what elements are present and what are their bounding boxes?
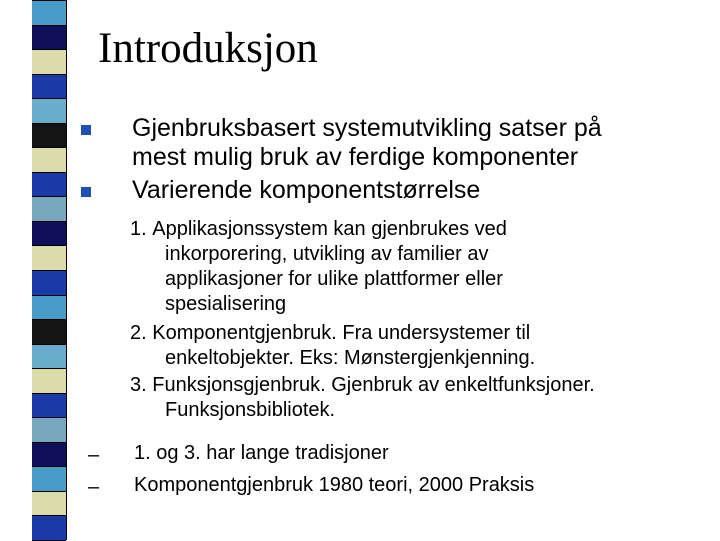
stripe-block bbox=[32, 466, 66, 492]
bullet-text-line: Varierende komponentstørrelse bbox=[132, 176, 481, 204]
dash-marker: – bbox=[88, 444, 100, 466]
bullet-marker bbox=[81, 187, 91, 197]
item-text-line: Komponentgjenbruk. Fra undersystemer til bbox=[152, 322, 531, 344]
stripe-block bbox=[32, 491, 66, 517]
item-text-line: Funksjonsgjenbruk. Gjenbruk av enkeltfunksjoner. bbox=[152, 374, 595, 396]
item-number: 3. bbox=[130, 374, 147, 396]
slide-title: Introduksjon bbox=[98, 25, 318, 72]
stripe-block bbox=[32, 368, 66, 394]
item-text-line: Funksjonsbibliotek. bbox=[165, 399, 336, 421]
stripe-block bbox=[32, 319, 66, 345]
stripe-block bbox=[32, 147, 66, 173]
stripe-block bbox=[32, 270, 66, 296]
item-text-line: Applikasjonssystem kan gjenbrukes ved bbox=[152, 218, 507, 240]
item-number: 1. bbox=[130, 218, 147, 240]
numbered-item bbox=[130, 373, 595, 423]
stripe-block bbox=[32, 245, 66, 271]
item-text-line: enkeltobjekter. Eks: Mønstergjenkjenning. bbox=[165, 347, 536, 369]
stripe-block bbox=[32, 515, 66, 541]
stripe-block bbox=[32, 172, 66, 198]
bullet-text-line: Gjenbruksbasert systemutvikling satser på bbox=[132, 114, 602, 142]
bullet-text-line: mest mulig bruk av ferdige komponenter bbox=[132, 143, 579, 171]
stripe-block bbox=[32, 0, 66, 26]
item-text-line: spesialisering bbox=[165, 293, 287, 315]
stripe-block bbox=[32, 196, 66, 222]
item-text-line: applikasjoner for ulike plattformer eller bbox=[165, 268, 503, 290]
dash-item-text: Komponentgjenbruk 1980 teori, 2000 Praksis bbox=[134, 474, 535, 496]
decorative-stripe bbox=[32, 0, 66, 540]
stripe-block bbox=[32, 442, 66, 468]
dash-marker: – bbox=[88, 476, 100, 498]
stripe-block bbox=[32, 344, 66, 370]
bullet-marker bbox=[81, 125, 91, 135]
stripe-block bbox=[32, 25, 66, 51]
stripe-block bbox=[32, 221, 66, 247]
dash-item-text: 1. og 3. har lange tradisjoner bbox=[134, 442, 389, 464]
stripe-block bbox=[32, 417, 66, 443]
numbered-item bbox=[130, 217, 507, 317]
stripe-edge bbox=[66, 0, 67, 540]
stripe-block bbox=[32, 74, 66, 100]
stripe-block bbox=[32, 123, 66, 149]
item-text-line: inkorporering, utvikling av familier av bbox=[165, 243, 489, 265]
item-number: 2. bbox=[130, 322, 147, 344]
numbered-item bbox=[130, 321, 535, 371]
stripe-block bbox=[32, 49, 66, 75]
stripe-block bbox=[32, 98, 66, 124]
stripe-block bbox=[32, 295, 66, 321]
bullet-item bbox=[132, 114, 712, 172]
bullet-item bbox=[132, 176, 712, 205]
stripe-block bbox=[32, 393, 66, 419]
